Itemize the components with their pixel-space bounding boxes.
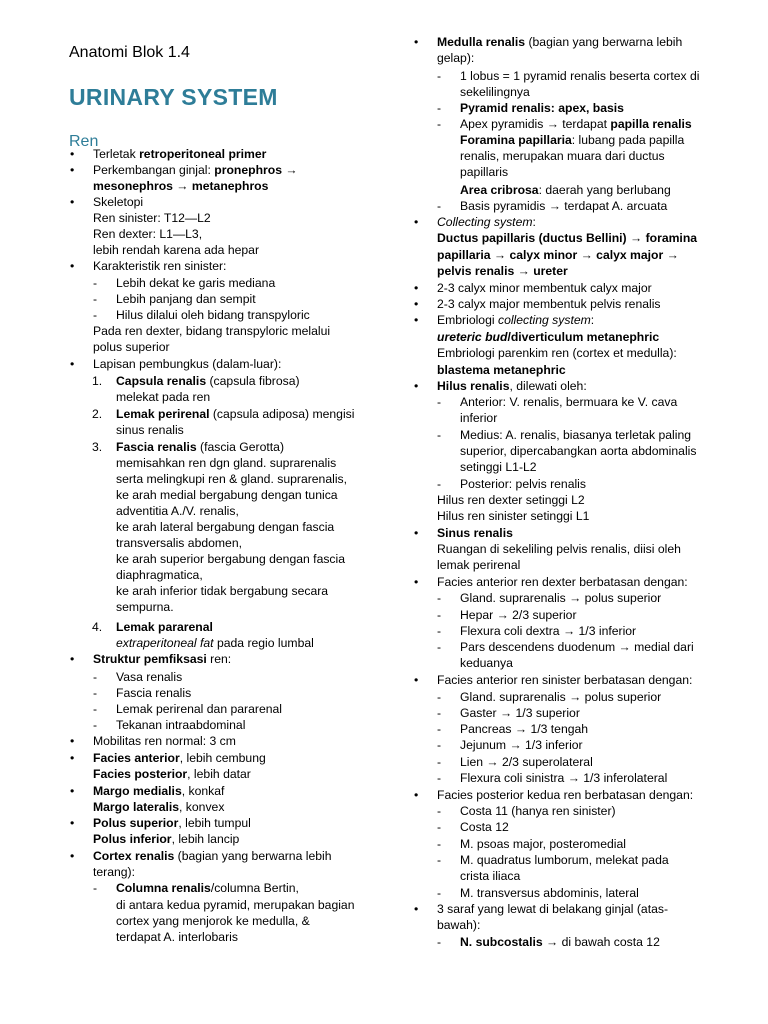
list-number: 4. [92, 620, 103, 634]
bullet-marker: • [70, 652, 75, 666]
text-line: cortex yang menjorok ke medulla, & [116, 914, 310, 928]
text-line: Ruangan di sekeliling pelvis renalis, diisi oleh [437, 542, 681, 556]
text-line: Lapisan pembungkus (dalam-luar): [93, 357, 282, 371]
dash-marker: - [93, 718, 98, 732]
bullet-marker: • [414, 35, 419, 49]
text-line: pelvis renalis → ureter [437, 264, 568, 278]
bullet-marker: • [414, 379, 419, 393]
dash-marker: - [437, 935, 442, 949]
dash-marker: - [437, 853, 442, 867]
text-line: Facies anterior ren sinister berbatasan dengan: [437, 673, 693, 687]
text-line: Pyramid renalis: apex, basis [460, 101, 624, 115]
text-line: Flexura coli dextra → 1/3 inferior [460, 624, 637, 638]
bullet-marker: • [70, 816, 75, 830]
text-line: mesonephros → metanephros [93, 179, 269, 193]
dash-marker: - [437, 117, 442, 131]
text-line: M. transversus abdominis, lateral [460, 886, 639, 900]
text-line: inferior [460, 411, 498, 425]
text-line: gelap): [437, 51, 475, 65]
dash-marker: - [437, 837, 442, 851]
text-line: Columna renalis/columna Bertin, [116, 881, 299, 895]
text-line: 3 saraf yang lewat di belakang ginjal (atas- [437, 902, 669, 916]
text-line: extraperitoneal fat pada regio lumbal [116, 636, 314, 650]
text-line: Capsula renalis (capsula fibrosa) [116, 374, 300, 388]
dash-marker: - [437, 608, 442, 622]
bullet-marker: • [70, 195, 75, 209]
bullet-marker: • [70, 849, 75, 863]
text-line: Ren dexter: L1—L3, [93, 227, 203, 241]
text-line: Skeletopi [93, 195, 144, 209]
text-line: Flexura coli sinistra → 1/3 inferolateral [460, 771, 668, 785]
text-line: bawah): [437, 918, 481, 932]
text-line: Sinus renalis [437, 526, 513, 540]
text-line: Embriologi parenkim ren (cortex et medulla): [437, 346, 677, 360]
text-line: lebih rendah karena ada hepar [93, 243, 260, 257]
text-line: Costa 11 (hanya ren sinister) [460, 804, 616, 818]
dash-marker: - [437, 101, 442, 115]
dash-marker: - [93, 702, 98, 716]
text-line: Hepar → 2/3 superior [460, 608, 577, 622]
text-line: Jejunum → 1/3 inferior [460, 738, 583, 752]
text-line: M. quadratus lumborum, melekat pada [460, 853, 669, 867]
text-line: sempurna. [116, 600, 174, 614]
text-line: N. subcostalis → di bawah costa 12 [460, 935, 660, 949]
bullet-marker: • [70, 751, 75, 765]
dash-marker: - [93, 292, 98, 306]
text-line: Pars descendens duodenum → medial dari [460, 640, 694, 654]
dash-marker: - [437, 624, 442, 638]
text-line: transversalis abdomen, [116, 536, 242, 550]
document-header: Anatomi Blok 1.4 [69, 44, 190, 61]
text-line: renalis, merupakan muara dari ductus [460, 149, 665, 163]
text-line: Tekanan intraabdominal [116, 718, 246, 732]
text-line: Hilus ren dexter setinggi L2 [437, 493, 585, 507]
text-line: ke arah medial bergabung dengan tunica [116, 488, 338, 502]
bullet-marker: • [70, 784, 75, 798]
text-line: serta melingkupi ren & gland. suprarenalis, [116, 472, 348, 486]
text-line: Embriologi collecting system: [437, 313, 595, 327]
text-line: Perkembangan ginjal: pronephros → [93, 163, 298, 177]
text-line: Gaster → 1/3 superior [460, 706, 580, 720]
bullet-marker: • [414, 526, 419, 540]
bullet-marker: • [70, 147, 75, 161]
text-line: Foramina papillaria: lubang pada papilla [460, 133, 685, 147]
dash-marker: - [437, 804, 442, 818]
text-line: Gland. suprarenalis → polus superior [460, 690, 662, 704]
list-number: 1. [92, 374, 103, 388]
text-line: Margo medialis, konkaf [93, 784, 225, 798]
dash-marker: - [437, 820, 442, 834]
text-line: 1 lobus = 1 pyramid renalis beserta cortex di [460, 69, 700, 83]
text-line: Margo lateralis, konvex [93, 800, 225, 814]
list-number: 3. [92, 440, 103, 454]
text-line: Polus superior, lebih tumpul [93, 816, 251, 830]
bullet-marker: • [414, 902, 419, 916]
dash-marker: - [93, 276, 98, 290]
text-line: ureteric bud/diverticulum metanephric [437, 330, 660, 344]
dash-marker: - [93, 881, 98, 895]
text-line: Facies posterior, lebih datar [93, 767, 251, 781]
bullet-marker: • [70, 357, 75, 371]
bullet-marker: • [414, 788, 419, 802]
section-heading: Ren [69, 133, 99, 150]
text-line: Posterior: pelvis renalis [460, 477, 586, 491]
text-line: papillaris [460, 165, 509, 179]
text-line: terang): [93, 865, 136, 879]
text-line: Facies posterior kedua ren berbatasan dengan: [437, 788, 694, 802]
text-line: Hilus ren sinister setinggi L1 [437, 509, 590, 523]
text-line: memisahkan ren dgn gland. suprarenalis [116, 456, 337, 470]
dash-marker: - [437, 428, 442, 442]
text-line: Mobilitas ren normal: 3 cm [93, 734, 236, 748]
text-line: sekelilingnya [460, 85, 530, 99]
bullet-marker: • [414, 281, 419, 295]
bullet-marker: • [70, 734, 75, 748]
dash-marker: - [437, 199, 442, 213]
text-line: Collecting system: [437, 215, 536, 229]
dash-marker: - [93, 308, 98, 322]
bullet-marker: • [70, 163, 75, 177]
dash-marker: - [437, 591, 442, 605]
bullet-marker: • [414, 313, 419, 327]
text-line: blastema metanephric [437, 363, 566, 377]
text-line: Lemak perirenal (capsula adiposa) mengisi [116, 407, 355, 421]
text-line: di antara kedua pyramid, merupakan bagian [116, 898, 355, 912]
text-line: Lebih panjang dan sempit [116, 292, 256, 306]
text-line: Ren sinister: T12—L2 [93, 211, 211, 225]
text-line: Facies anterior ren dexter berbatasan dengan: [437, 575, 688, 589]
text-line: Karakteristik ren sinister: [93, 259, 227, 273]
page-title: URINARY SYSTEM [69, 84, 278, 110]
dash-marker: - [437, 738, 442, 752]
bullet-marker: • [414, 297, 419, 311]
bullet-marker: • [414, 673, 419, 687]
dash-marker: - [437, 690, 442, 704]
text-line: Polus inferior, lebih lancip [93, 832, 240, 846]
text-line: ke arah lateral bergabung dengan fascia [116, 520, 335, 534]
text-line: polus superior [93, 340, 170, 354]
text-line: ke arah inferior tidak bergabung secara [116, 584, 329, 598]
dash-marker: - [93, 670, 98, 684]
text-line: Costa 12 [460, 820, 509, 834]
dash-marker: - [437, 477, 442, 491]
bullet-marker: • [414, 575, 419, 589]
bullet-marker: • [70, 259, 75, 273]
text-line: Fascia renalis (fascia Gerotta) [116, 440, 284, 454]
text-line: M. psoas major, posteromedial [460, 837, 626, 851]
dash-marker: - [437, 755, 442, 769]
dash-marker: - [437, 640, 442, 654]
text-line: Facies anterior, lebih cembung [93, 751, 266, 765]
text-line: Pancreas → 1/3 tengah [460, 722, 589, 736]
text-line: 2-3 calyx major membentuk pelvis renalis [437, 297, 661, 311]
dash-marker: - [437, 722, 442, 736]
text-line: 2-3 calyx minor membentuk calyx major [437, 281, 652, 295]
text-line: Terletak retroperitoneal primer [93, 147, 267, 161]
text-line: Lemak pararenal [116, 620, 213, 634]
text-line: diaphragmatica, [116, 568, 203, 582]
text-line: Fascia renalis [116, 686, 192, 700]
text-line: Area cribrosa: daerah yang berlubang [460, 183, 671, 197]
text-line: Hilus dilalui oleh bidang transpyloric [116, 308, 310, 322]
text-line: keduanya [460, 656, 513, 670]
dash-marker: - [437, 69, 442, 83]
list-number: 2. [92, 407, 103, 421]
text-line: ke arah superior bergabung dengan fascia [116, 552, 346, 566]
bullet-marker: • [414, 215, 419, 229]
text-line: Gland. suprarenalis → polus superior [460, 591, 662, 605]
text-line: Cortex renalis (bagian yang berwarna lebih [93, 849, 332, 863]
text-line: Apex pyramidis → terdapat papilla renalis [460, 117, 692, 131]
text-line: setinggi L1-L2 [460, 460, 537, 474]
text-line: Anterior: V. renalis, bermuara ke V. cava [460, 395, 678, 409]
text-line: Hilus renalis, dilewati oleh: [437, 379, 587, 393]
text-line: Lebih dekat ke garis mediana [116, 276, 276, 290]
text-line: papillaria → calyx minor → calyx major → [437, 248, 679, 262]
text-line: Basis pyramidis → terdapat A. arcuata [460, 199, 668, 213]
dash-marker: - [93, 686, 98, 700]
text-line: adventitia A./V. renalis, [116, 504, 239, 518]
text-line: crista iliaca [460, 869, 521, 883]
text-line: Lien → 2/3 superolateral [460, 755, 593, 769]
text-line: terdapat A. interlobaris [116, 930, 238, 944]
text-line: Medius: A. renalis, biasanya terletak paling [460, 428, 692, 442]
text-line: Medulla renalis (bagian yang berwarna lebih [437, 35, 683, 49]
text-line: Pada ren dexter, bidang transpyloric melalui [93, 324, 331, 338]
text-line: superior, dipercabangkan aorta abdominalis [460, 444, 697, 458]
text-line: lemak perirenal [437, 558, 521, 572]
text-line: Vasa renalis [116, 670, 183, 684]
text-line: Struktur pemfiksasi ren: [93, 652, 232, 666]
dash-marker: - [437, 771, 442, 785]
dash-marker: - [437, 395, 442, 409]
dash-marker: - [437, 706, 442, 720]
text-line: Lemak perirenal dan pararenal [116, 702, 282, 716]
text-line: melekat pada ren [116, 390, 211, 404]
dash-marker: - [437, 886, 442, 900]
text-line: sinus renalis [116, 423, 184, 437]
text-line: Ductus papillaris (ductus Bellini) → foramina [437, 231, 698, 245]
